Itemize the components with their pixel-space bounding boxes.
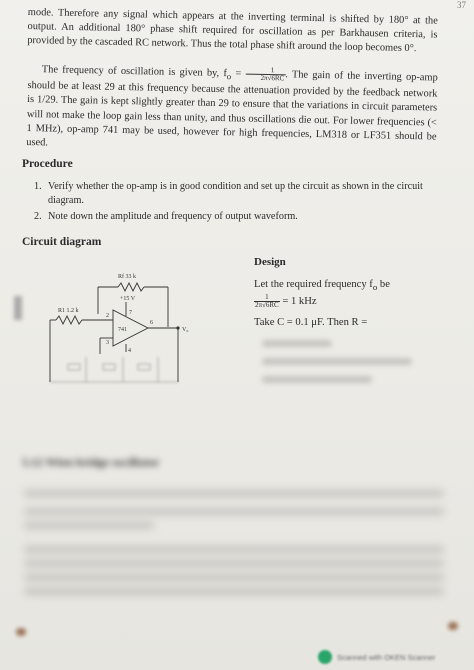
ic-label: 741 xyxy=(118,327,127,333)
design-fraction: $\frac{1}{2\pi√6RC}$ xyxy=(255,293,279,309)
procedure-step: 2. Note down the amplitude and frequency of output waveform. xyxy=(34,211,298,223)
pin-3-label: 3 xyxy=(106,340,109,346)
pin-2-label: 2 xyxy=(106,313,109,319)
freq-sub: o xyxy=(226,71,232,82)
procedure-step: 1. Verify whether the op-amp is in good condition and set up the circuit as shown in the circuit diagram. xyxy=(34,181,423,206)
intro-text-1: mode. Therefore any signal which appears at the inverting terminal is shifted by 180° at the output. An additional 180° phase shift required for oscillation as per Barkhausen criteria, is provided by the cascaded RC network. Thus the total phase shift around the loop becomes 0°. xyxy=(27,6,438,55)
rc-phase-shift-circuit xyxy=(28,262,228,392)
r1-resistor xyxy=(56,316,82,324)
design-line-1: Let the required frequency $f_o$ be xyxy=(254,279,390,293)
intro-paragraph xyxy=(27,6,438,57)
scanner-logo-icon xyxy=(318,650,332,664)
pin-4-label: 4 xyxy=(128,348,131,354)
pin-6-label: 6 xyxy=(150,320,153,326)
frequency-paragraph: The frequency of oscillation is given by, $f_o$ = $\frac{1}{2\pi√6RC}$ . The gain of the inverting op-amp should be at least 29 at this frequency because the attenuation provided by the feedback network is 1/29. The gain is kept slightly greater than 29 to ensure that the variations in circuit parameters will not make the loop gain less than unity, and thus oscillations die out. For lower frequencies (< 1 MHz), op-amp 741 may be used, however for high frequencies, LM318 or LF351 should be used. xyxy=(26,64,438,149)
corner-mark xyxy=(448,622,458,630)
blurred-text xyxy=(262,358,412,365)
rf-label: Rf 33 k xyxy=(118,274,136,280)
margin-mark xyxy=(14,296,22,320)
circuit-heading: Circuit diagram xyxy=(22,236,102,248)
blurred-text xyxy=(262,340,332,347)
design-heading: Design xyxy=(254,256,286,268)
output-label: V₀ xyxy=(182,327,189,333)
corner-mark xyxy=(16,628,26,636)
scanner-watermark: Scanned with OKEN Scanner xyxy=(318,650,435,664)
r1-label: R1 1.2 k xyxy=(58,308,79,314)
procedure-heading: Procedure xyxy=(22,158,73,170)
design-line-3: Take C = 0.1 μF. Then R = xyxy=(254,317,368,328)
pin-7-label: 7 xyxy=(129,310,132,316)
freq-fraction: $\frac{1}{2\pi√6RC}$ xyxy=(245,67,285,83)
freq-suffix: . The gain of the inverting op-amp should be at least 29 at this frequency because the attenuation provided by the feedback network is 1/29. The gain is kept slightly greater than 29 to ensure that the variations in circuit parameters will not make the loop gain less than unity, and thus oscillations die out. For lower frequencies (< 1 MHz), op-amp 741 may be used, however for high frequencies, LM318 or LF351 should be used. xyxy=(26,69,438,149)
supply-label: +15 V xyxy=(120,296,136,302)
freq-prefix: The frequency of oscillation is given by, f xyxy=(41,64,228,80)
design-line-2: $\frac{1}{2\pi√6RC}$ = 1 kHz xyxy=(255,293,317,309)
rf-resistor xyxy=(118,283,144,291)
page-number: 37 xyxy=(457,0,466,10)
blurred-text xyxy=(262,376,372,383)
wien-bridge-heading: 5.12 Wien bridge oscillator xyxy=(22,455,160,469)
procedure-steps xyxy=(34,180,444,227)
output-terminal xyxy=(176,326,179,329)
